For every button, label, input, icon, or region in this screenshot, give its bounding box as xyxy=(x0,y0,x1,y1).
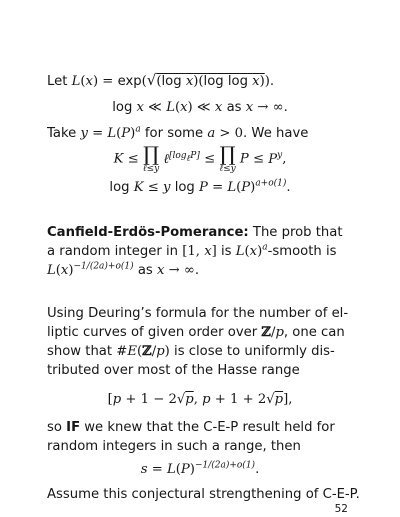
random-line xyxy=(47,439,301,454)
cep-line-3: $L(x)^{-1/(2a)+o(1)}$ as x → ∞. xyxy=(47,261,200,278)
deuring-text-4: tributed over most of the Hasse range xyxy=(47,363,300,378)
s-formula: $s = L(P)^{-1/(2a)+o(1)}$. xyxy=(140,460,260,477)
let-text: Let xyxy=(47,74,68,89)
deuring-text-3a: show that xyxy=(47,344,113,359)
assume-line xyxy=(47,487,360,502)
random-text: random integers in such a range, then xyxy=(47,439,301,454)
asymptotic-line: log x ≪ L(x) ≪ x as x → ∞. xyxy=(112,100,288,115)
page-number: 52 xyxy=(334,503,348,515)
cep-line-2: a random integer in [1, x] is $L(x)^a$-smooth is xyxy=(47,242,337,259)
product-inequality: K ≤ ∏ ℓ≤y ℓ[logℓP] ≤ ∏ ℓ≤y $P \le P^y$, xyxy=(113,142,287,174)
deuring-text-3b: is close to uniformly dis- xyxy=(174,344,335,359)
as-text: as xyxy=(226,100,242,115)
deuring-line-2: liptic curves of given order over ℤ/p, one can xyxy=(47,325,345,340)
take-text: Take xyxy=(47,126,77,141)
deuring-text-1: Using Deuring’s formula for the number of el- xyxy=(47,306,349,321)
definition-line: Let L(x) = exp(√(log x)(log log x)). xyxy=(47,71,275,89)
so-rest-text: we knew that the C-E-P result held for xyxy=(80,420,335,435)
cep-text-1: The prob that xyxy=(248,225,343,240)
take-line: Take $y = L(P)^a$ for some a > 0. We have xyxy=(47,124,309,141)
deuring-text-2b: , one can xyxy=(283,325,345,340)
deuring-line-4 xyxy=(47,363,300,378)
cep-line-1 xyxy=(47,225,343,240)
for-some-text: for some xyxy=(144,126,204,141)
so-line xyxy=(47,420,335,435)
deuring-line-1 xyxy=(47,306,348,321)
deuring-text-2a: liptic curves of given order over xyxy=(47,325,258,340)
assume-text: Assume this conjectural strengthening of C-E-P. xyxy=(47,487,360,502)
log-k-line: log K ≤ y $\log P = L(P)^{a+o(1)}$. xyxy=(109,178,291,195)
cep-text-2a: a random integer in xyxy=(47,244,179,259)
cep-text-2c: -smooth is xyxy=(267,244,337,259)
we-have-text: . We have xyxy=(243,126,309,141)
hasse-range: [p + 1 − 2√p, p + 1 + 2√p], xyxy=(107,392,293,407)
cep-text-2b: is xyxy=(220,244,232,259)
if-text: IF xyxy=(66,420,81,435)
so-text: so xyxy=(47,420,62,435)
cep-text-3: as xyxy=(137,263,153,278)
deuring-line-3: show that #E(ℤ/p) is close to uniformly dis- xyxy=(47,344,335,359)
cep-heading: Canfield-Erdös-Pomerance: xyxy=(47,225,249,240)
